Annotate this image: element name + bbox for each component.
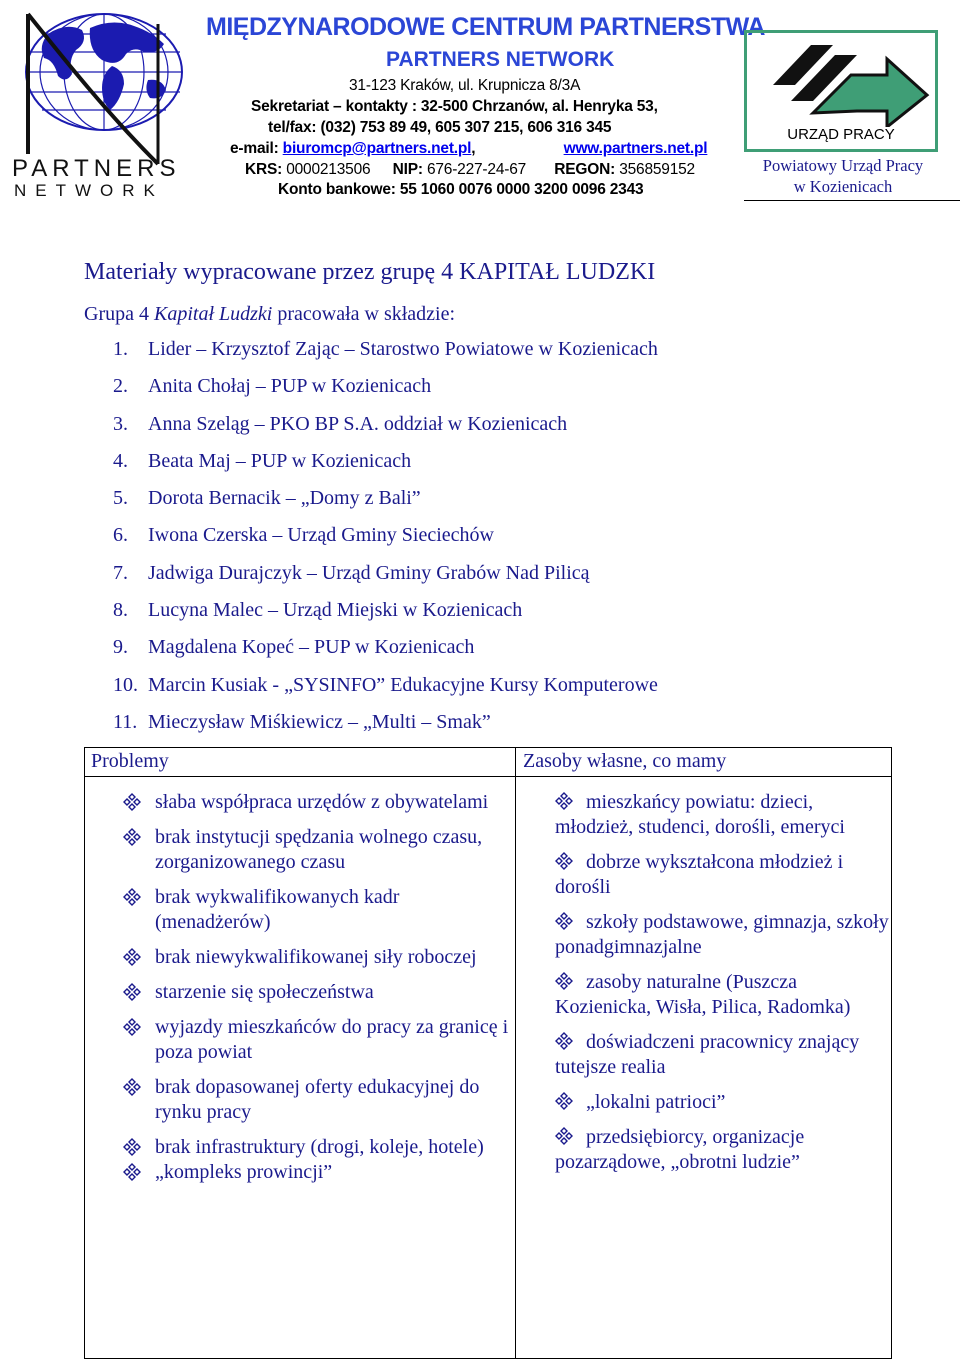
problem-item [123,1160,513,1185]
krs-label: KRS: [245,161,283,178]
list-number: 11. [113,710,138,733]
diamond-bullet-icon [123,793,141,811]
address-line: 31-123 Kraków, ul. Krupnicza 8/3A [349,77,581,94]
list-item [113,375,658,412]
contact-line: e-mail: biuromcp@partners.net.pl, www.partners.net.pl [230,140,708,157]
problem-item [123,1075,513,1125]
diamond-bullet-icon [555,1092,573,1110]
member-text: Lucyna Malec – Urząd Miejski w Kozienicach [148,599,523,622]
problem-item [123,790,513,815]
resource-item [555,1030,890,1080]
problem-text: brak niewykwalifikowanej siły roboczej [155,946,477,968]
problem-text: brak wykwalifikowanych kadr (menadżerów) [155,886,400,933]
list-number: 5. [113,487,128,510]
resource-text: przedsiębiorcy, organizacje pozarządowe, „obrotni ludzie” [555,1126,805,1173]
resource-item [555,850,890,900]
list-number: 2. [113,375,128,398]
member-text: Magdalena Kopeć – PUP w Kozienicach [148,636,475,659]
list-number: 1. [113,338,128,360]
diamond-bullet-icon [123,1163,141,1181]
diamond-bullet-icon [123,983,141,1001]
krs-value: 0000213506 [286,161,371,178]
resource-text: dobrze wykształcona młodzież i dorośli [555,851,844,898]
email-link[interactable]: biuromcp@partners.net.pl [282,140,472,157]
list-item [113,450,658,487]
problem-text: „kompleks prowincji” [155,1161,333,1183]
resource-item [555,790,890,840]
logo-text-network: NETWORK [14,181,164,199]
member-text: Marcin Kusiak - „SYSINFO” Edukacyjne Kursy Komputerowe [148,673,658,696]
list-item [113,711,658,748]
email-label: e-mail: [230,140,279,157]
problem-text: brak infrastruktury (drogi, koleje, hotele) [155,1136,484,1158]
diamond-bullet-icon [123,1138,141,1156]
member-text: Iwona Czerska – Urząd Gminy Sieciechów [148,524,494,547]
header-divider [744,200,960,201]
diamond-bullet-icon [123,948,141,966]
diamond-bullet-icon [555,852,573,870]
diamond-bullet-icon [555,1032,573,1050]
nip-value: 676-227-24-67 [426,161,527,178]
logo-text-partners: PARTNERS [12,155,181,182]
header-row-divider [85,776,891,777]
list-item [113,636,658,673]
bank-account-line: Konto bankowe: 55 1060 0076 0000 3200 0096 2343 [278,181,644,198]
problem-item [123,1015,513,1065]
phone-line: tel/fax: (032) 753 89 49, 605 307 215, 606 316 345 [268,119,612,136]
problem-item [123,885,513,935]
arrow-logo-icon [747,35,935,127]
list-number: 8. [113,599,128,622]
website-link[interactable]: www.partners.net.pl [563,140,708,157]
list-item [113,599,658,636]
globe-logo-icon [8,4,188,199]
intro-italic: Kapitał Ludzki [153,303,273,325]
resource-text: zasoby naturalne (Puszcza Kozienicka, Wisła, Pilica, Radomka) [555,971,851,1018]
diamond-bullet-icon [555,972,573,990]
problem-text: starzenie się społeczeństwa [155,981,374,1003]
problem-text: wyjazdy mieszkańców do pracy za granicę i poza powiat [155,1016,509,1063]
intro-after: pracowała w składzie: [272,303,456,325]
list-item [113,674,658,711]
regon-value: 356859152 [619,161,695,178]
problems-resources-table [84,747,892,1359]
member-text: Dorota Bernacik – „Domy z Bali” [148,487,421,510]
column-divider [515,748,516,1358]
column-header-problems: Problemy [91,750,169,772]
list-item [113,487,658,524]
resource-text: szkoły podstawowe, gimnazja, szkoły ponadgimnazjalne [555,911,889,958]
member-text: Lider – Krzysztof Zając – Starostwo Powiatowe w Kozienicach [148,338,658,360]
column-header-resources: Zasoby własne, co mamy [523,750,727,772]
diamond-bullet-icon [555,792,573,810]
organization-name: MIĘDZYNARODOWE CENTRUM PARTNERSTWA [206,13,765,41]
registry-line [245,161,695,179]
intro-text [84,303,455,326]
list-number: 10. [113,673,138,696]
urzad-caption-line-2: w Kozienicach [793,177,893,196]
member-text: Anita Chołaj – PUP w Kozienicach [148,375,432,398]
organization-subtitle: PARTNERS NETWORK [386,48,615,71]
nip-label: NIP: [392,161,423,178]
problems-list [123,790,513,1195]
list-item [113,562,658,599]
member-text: Anna Szeląg – PKO BP S.A. oddział w Kozienicach [148,412,568,435]
list-number: 7. [113,561,128,584]
regon-label: REGON: [554,161,616,178]
member-text: Jadwiga Durajczyk – Urząd Gminy Grabów Nad Pilicą [148,561,590,584]
problem-item [123,1135,513,1160]
intro-before: Grupa 4 [84,303,154,325]
members-list [113,338,658,748]
problem-item [123,980,513,1005]
urzad-pracy-logo [744,30,938,152]
diamond-bullet-icon [123,1018,141,1036]
diamond-bullet-icon [123,888,141,906]
resource-text: doświadczeni pracownicy znający tutejsze realia [555,1031,860,1078]
resource-text: mieszkańcy powiatu: dzieci, młodzież, studenci, dorośli, emeryci [555,791,845,838]
problem-item [123,945,513,970]
diamond-bullet-icon [123,828,141,846]
resource-item [555,1125,890,1175]
resource-text: „lokalni patrioci” [586,1091,726,1113]
urzad-pracy-label: URZĄD PRACY [787,126,895,143]
member-text: Beata Maj – PUP w Kozienicach [148,449,412,472]
resource-item [555,910,890,960]
diamond-bullet-icon [555,912,573,930]
list-number: 3. [113,412,128,435]
list-number: 6. [113,524,128,547]
list-item [113,524,658,561]
problem-text: brak dopasowanej oferty edukacyjnej do rynku pracy [155,1076,480,1123]
diamond-bullet-icon [123,1078,141,1096]
list-number: 4. [113,449,128,472]
problem-item [123,825,513,875]
diamond-bullet-icon [555,1127,573,1145]
resources-list [555,790,890,1185]
secretariat-line: Sekretariat – kontakty : 32-500 Chrzanów, al. Henryka 53, [251,98,658,115]
resource-item [555,970,890,1020]
list-number: 9. [113,636,128,659]
resource-item [555,1090,890,1115]
problem-text: słaba współpraca urzędów z obywatelami [155,791,489,813]
list-item [113,338,658,375]
urzad-caption-line-1: Powiatowy Urząd Pracy [762,156,924,175]
member-text: Mieczysław Miśkiewicz – „Multi – Smak” [148,710,491,733]
partners-network-logo [8,4,188,199]
list-item [113,413,658,450]
problem-text: brak instytucji spędzania wolnego czasu, zorganizowanego czasu [155,826,483,873]
document-title: Materiały wypracowane przez grupę 4 KAPITAŁ LUDZKI [84,259,656,285]
